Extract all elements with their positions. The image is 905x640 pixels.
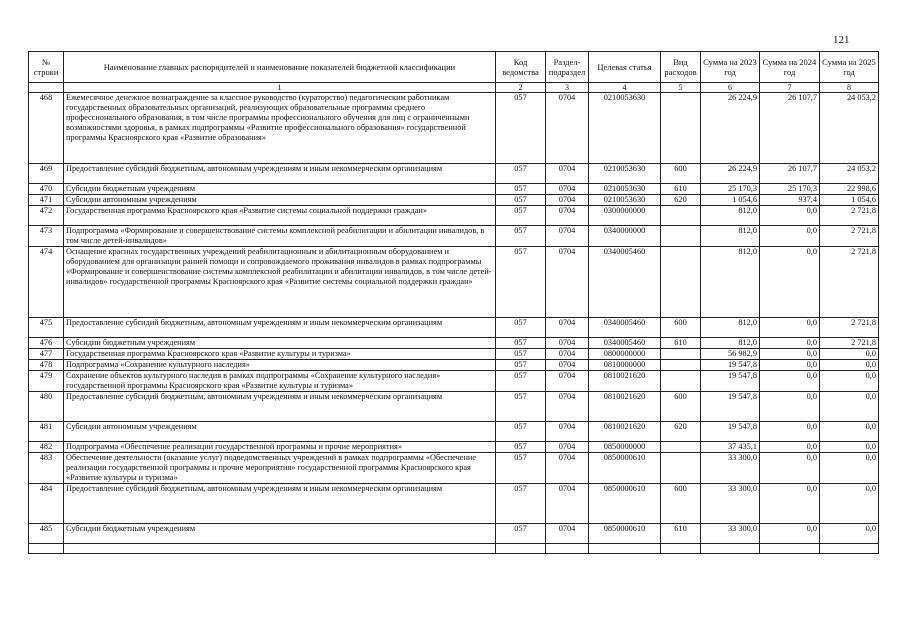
cell-s2024: 937,4 [760, 195, 820, 206]
cell-razd: 0704 [546, 442, 589, 453]
cell-vr [661, 442, 701, 453]
cell-vr: 620 [661, 195, 701, 206]
cell-s2025: 0,0 [820, 371, 879, 392]
cell-cs: 0810021620 [589, 422, 661, 442]
cell-no: 468 [29, 93, 64, 164]
cell-s2023: 812,0 [701, 318, 760, 338]
cell-s2025: 0,0 [820, 524, 879, 544]
cell-s2025: 2 721,8 [820, 338, 879, 349]
cell-vr: 610 [661, 338, 701, 349]
cell-s2025 [820, 544, 879, 554]
cell-vr: 600 [661, 484, 701, 524]
cell-name: Субсидии бюджетным учреждениям [64, 338, 496, 349]
cell-vr: 600 [661, 392, 701, 422]
cell-vr [661, 360, 701, 371]
cell-name: Предоставление субсидий бюджетным, автономным учреждениям и иным некоммерческим организациям [64, 484, 496, 524]
column-number: 5 [661, 83, 701, 93]
cell-no: 480 [29, 392, 64, 422]
cell-ved: 057 [496, 371, 546, 392]
cell-cs [589, 544, 661, 554]
cell-s2023: 37 435,1 [701, 442, 760, 453]
header-cell: Сумма на 2025 год [820, 52, 879, 83]
cell-s2024: 0,0 [760, 442, 820, 453]
cell-razd: 0704 [546, 184, 589, 195]
cell-no: 478 [29, 360, 64, 371]
cell-no: 479 [29, 371, 64, 392]
cell-vr: 610 [661, 524, 701, 544]
cell-razd: 0704 [546, 360, 589, 371]
cell-s2023: 812,0 [701, 226, 760, 247]
cell-s2025: 0,0 [820, 360, 879, 371]
cell-no: 482 [29, 442, 64, 453]
cell-ved: 057 [496, 226, 546, 247]
cell-razd: 0704 [546, 206, 589, 226]
cell-name: Оснащение красных государственных учреждений реабилитационным и абилитационным оборудованием и оборудованием для организации ранней помощи и сопровождаемого проживания инвалидов в рамках подпрограммы «Формирование и совершенствование системы комплексной реабилитации и абилитации инвалидов, в том числе детей-инвалидов» государственной программы Красноярского края «Развитие системы социальной поддержки граждан» [64, 247, 496, 318]
cell-razd: 0704 [546, 371, 589, 392]
cell-s2024: 25 170,3 [760, 184, 820, 195]
column-number: 3 [546, 83, 589, 93]
table-body [29, 93, 879, 554]
cell-s2024: 0,0 [760, 422, 820, 442]
cell-s2023: 19 547,8 [701, 422, 760, 442]
cell-razd [546, 544, 589, 554]
cell-name: Субсидии автономным учреждениям [64, 195, 496, 206]
cell-name: Государственная программа Красноярского края «Развитие культуры и туризма» [64, 349, 496, 360]
cell-vr [661, 544, 701, 554]
cell-vr [661, 206, 701, 226]
column-number [29, 83, 64, 93]
cell-vr: 610 [661, 184, 701, 195]
cell-cs: 0340005460 [589, 247, 661, 318]
cell-name: Государственная программа Красноярского края «Развитие системы социальной поддержки граждан» [64, 206, 496, 226]
cell-s2023: 19 547,8 [701, 360, 760, 371]
header-cell: Раздел-подраздел [546, 52, 589, 83]
budget-table [28, 51, 879, 554]
table-row [29, 247, 879, 318]
cell-vr [661, 226, 701, 247]
cell-ved: 057 [496, 422, 546, 442]
cell-no: 470 [29, 184, 64, 195]
cell-no: 483 [29, 453, 64, 484]
cell-s2023: 33 300,0 [701, 484, 760, 524]
table-row [29, 371, 879, 392]
cell-vr [661, 93, 701, 164]
cell-s2024: 0,0 [760, 349, 820, 360]
cell-name: Сохранение объектов культурного наследия в рамках подпрограммы «Сохранение культурного наследия» государственной программы Красноярского края «Развитие культуры и туризма» [64, 371, 496, 392]
cell-ved: 057 [496, 195, 546, 206]
cell-cs: 0340005460 [589, 338, 661, 349]
cell-no: 475 [29, 318, 64, 338]
cell-vr [661, 349, 701, 360]
cell-cs: 0810000000 [589, 360, 661, 371]
cell-no: 473 [29, 226, 64, 247]
header-cell: Сумма на 2024 год [760, 52, 820, 83]
cell-s2025: 24 053,2 [820, 93, 879, 164]
table-row [29, 206, 879, 226]
cell-no: 476 [29, 338, 64, 349]
cell-s2025: 0,0 [820, 453, 879, 484]
cell-razd: 0704 [546, 392, 589, 422]
cell-ved: 057 [496, 484, 546, 524]
cell-s2023: 33 300,0 [701, 524, 760, 544]
cell-name: Ежемесячное денежное вознаграждение за классное руководство (кураторство) педагогическим работникам государственных образовательных организаций, реализующих образовательные программы среднего профессионального образования, в том числе программы профессионального обучения для лиц с ограниченными возможностями здоровья, в рамках подпрограммы «Развитие профессионального образования» государственной программы Красноярского края «Развитие образования» [64, 93, 496, 164]
cell-no: 481 [29, 422, 64, 442]
header-cell: Вид расходов [661, 52, 701, 83]
cell-razd: 0704 [546, 484, 589, 524]
column-number-row [29, 83, 879, 93]
cell-vr [661, 453, 701, 484]
cell-razd: 0704 [546, 338, 589, 349]
table-row [29, 544, 879, 554]
cell-ved: 057 [496, 349, 546, 360]
cell-ved: 057 [496, 318, 546, 338]
cell-razd: 0704 [546, 247, 589, 318]
cell-s2023: 812,0 [701, 247, 760, 318]
cell-s2024: 0,0 [760, 318, 820, 338]
cell-no: 471 [29, 195, 64, 206]
cell-cs: 0340005460 [589, 318, 661, 338]
cell-s2025: 22 998,6 [820, 184, 879, 195]
cell-s2023: 56 982,9 [701, 349, 760, 360]
cell-no: 477 [29, 349, 64, 360]
cell-ved: 057 [496, 93, 546, 164]
cell-vr [661, 371, 701, 392]
cell-s2024: 0,0 [760, 524, 820, 544]
cell-cs: 0850000000 [589, 442, 661, 453]
cell-ved: 057 [496, 360, 546, 371]
cell-s2023: 1 054,6 [701, 195, 760, 206]
cell-s2025: 2 721,8 [820, 206, 879, 226]
cell-no: 484 [29, 484, 64, 524]
column-number: 4 [589, 83, 661, 93]
cell-vr: 620 [661, 422, 701, 442]
table-row [29, 184, 879, 195]
cell-vr: 600 [661, 164, 701, 184]
cell-s2023: 812,0 [701, 206, 760, 226]
cell-s2023 [701, 544, 760, 554]
cell-cs: 0210053630 [589, 93, 661, 164]
cell-s2024: 0,0 [760, 484, 820, 524]
cell-name: Субсидии бюджетным учреждениям [64, 524, 496, 544]
cell-ved: 057 [496, 247, 546, 318]
header-row [29, 52, 879, 83]
cell-s2024 [760, 544, 820, 554]
table-row [29, 93, 879, 164]
cell-s2023: 26 224,9 [701, 164, 760, 184]
cell-s2024: 0,0 [760, 392, 820, 422]
cell-s2023: 812,0 [701, 338, 760, 349]
cell-s2024: 0,0 [760, 360, 820, 371]
cell-cs: 0340000000 [589, 226, 661, 247]
cell-cs: 0850000610 [589, 453, 661, 484]
cell-s2024: 26 107,7 [760, 93, 820, 164]
cell-s2025: 0,0 [820, 422, 879, 442]
table-row [29, 524, 879, 544]
cell-name: Субсидии автономным учреждениям [64, 422, 496, 442]
cell-ved: 057 [496, 524, 546, 544]
table-row [29, 318, 879, 338]
cell-cs: 0850000610 [589, 484, 661, 524]
cell-s2024: 0,0 [760, 338, 820, 349]
header-cell: Код ведомства [496, 52, 546, 83]
cell-ved [496, 544, 546, 554]
cell-razd: 0704 [546, 226, 589, 247]
cell-name: Подпрограмма «Сохранение культурного наследия» [64, 360, 496, 371]
cell-name: Подпрограмма «Обеспечение реализации государственной программы и прочие мероприятия» [64, 442, 496, 453]
cell-no: 474 [29, 247, 64, 318]
cell-s2025: 2 721,8 [820, 226, 879, 247]
cell-cs: 0850000610 [589, 524, 661, 544]
column-number: 6 [701, 83, 760, 93]
table-row [29, 226, 879, 247]
table-row [29, 338, 879, 349]
cell-s2025: 0,0 [820, 442, 879, 453]
cell-s2025: 0,0 [820, 349, 879, 360]
table-row [29, 360, 879, 371]
column-number: 8 [820, 83, 879, 93]
column-number: 7 [760, 83, 820, 93]
cell-s2025: 0,0 [820, 484, 879, 524]
cell-no [29, 544, 64, 554]
column-number: 1 [64, 83, 496, 93]
table-row [29, 442, 879, 453]
cell-razd: 0704 [546, 349, 589, 360]
cell-razd: 0704 [546, 93, 589, 164]
table-row [29, 349, 879, 360]
table-row [29, 392, 879, 422]
header-cell: Наименование главных распорядителей и наименование показателей бюджетной классификации [64, 52, 496, 83]
cell-s2024: 26 107,7 [760, 164, 820, 184]
cell-razd: 0704 [546, 524, 589, 544]
cell-s2025: 2 721,8 [820, 318, 879, 338]
cell-razd: 0704 [546, 318, 589, 338]
table-row [29, 195, 879, 206]
header-cell: Целевая статья [589, 52, 661, 83]
table-row [29, 164, 879, 184]
cell-razd: 0704 [546, 422, 589, 442]
cell-s2025: 1 054,6 [820, 195, 879, 206]
cell-s2025: 24 053,2 [820, 164, 879, 184]
cell-razd: 0704 [546, 195, 589, 206]
cell-s2024: 0,0 [760, 371, 820, 392]
cell-name: Предоставление субсидий бюджетным, автономным учреждениям и иным некоммерческим организациям [64, 318, 496, 338]
header-cell: Сумма на 2023 год [701, 52, 760, 83]
table-row [29, 422, 879, 442]
cell-no: 472 [29, 206, 64, 226]
cell-ved: 057 [496, 453, 546, 484]
header-cell: № строки [29, 52, 64, 83]
column-number: 2 [496, 83, 546, 93]
cell-ved: 057 [496, 184, 546, 195]
cell-s2023: 19 547,8 [701, 371, 760, 392]
cell-s2023: 19 547,8 [701, 392, 760, 422]
cell-ved: 057 [496, 338, 546, 349]
cell-ved: 057 [496, 392, 546, 422]
cell-cs: 0800000000 [589, 349, 661, 360]
cell-name: Предоставление субсидий бюджетным, автономным учреждениям и иным некоммерческим организациям [64, 392, 496, 422]
cell-name: Обеспечение деятельности (оказание услуг) подведомственных учреждений в рамках подпрограммы «Обеспечение реализации государственной программы и прочие мероприятия» государственной программы Красноярского края «Развитие культуры и туризма» [64, 453, 496, 484]
cell-razd: 0704 [546, 164, 589, 184]
cell-s2024: 0,0 [760, 206, 820, 226]
cell-no: 485 [29, 524, 64, 544]
cell-s2024: 0,0 [760, 247, 820, 318]
table-row [29, 453, 879, 484]
cell-cs: 0210053630 [589, 164, 661, 184]
cell-cs: 0210053630 [589, 184, 661, 195]
cell-s2023: 26 224,9 [701, 93, 760, 164]
cell-cs: 0300000000 [589, 206, 661, 226]
cell-s2023: 25 170,3 [701, 184, 760, 195]
cell-s2023: 33 300,0 [701, 453, 760, 484]
cell-s2024: 0,0 [760, 226, 820, 247]
cell-ved: 057 [496, 206, 546, 226]
cell-ved: 057 [496, 164, 546, 184]
cell-ved: 057 [496, 442, 546, 453]
cell-name: Предоставление субсидий бюджетным, автономным учреждениям и иным некоммерческим организациям [64, 164, 496, 184]
cell-cs: 0210053630 [589, 195, 661, 206]
cell-s2025: 2 721,8 [820, 247, 879, 318]
cell-name: Подпрограмма «Формирование и совершенствование системы комплексной реабилитации и абилитации инвалидов, в том числе детей-инвалидов» [64, 226, 496, 247]
cell-no: 469 [29, 164, 64, 184]
cell-cs: 0810021620 [589, 392, 661, 422]
page-number: 121 [833, 34, 850, 46]
cell-s2024: 0,0 [760, 453, 820, 484]
cell-name [64, 544, 496, 554]
cell-cs: 0810021620 [589, 371, 661, 392]
cell-name: Субсидии бюджетным учреждениям [64, 184, 496, 195]
table-row [29, 484, 879, 524]
cell-s2025: 0,0 [820, 392, 879, 422]
cell-razd: 0704 [546, 453, 589, 484]
cell-vr: 600 [661, 318, 701, 338]
cell-vr [661, 247, 701, 318]
